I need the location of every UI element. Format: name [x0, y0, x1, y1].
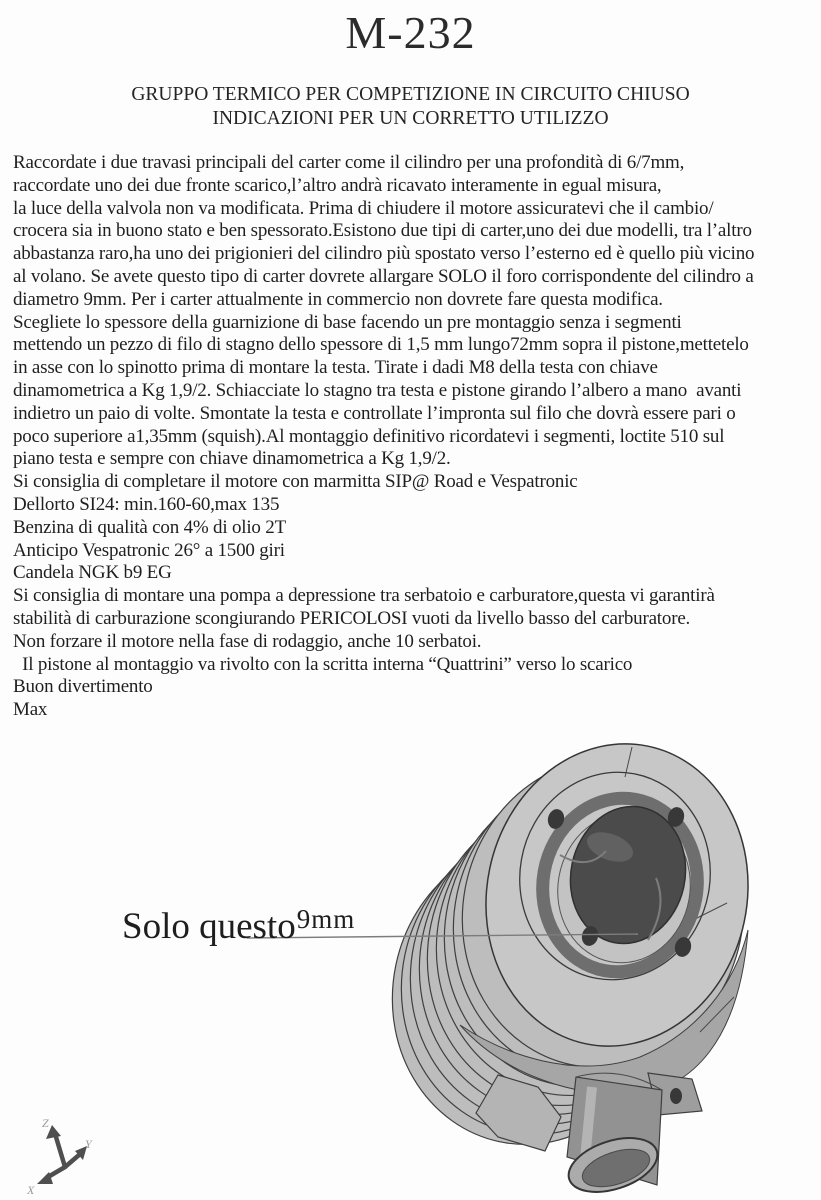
callout-value: 9mm [296, 904, 356, 934]
body-text-line: indietro un paio di volte. Smontate la testa e controllate l’impronta sul filo che dovrà essere pari o [13, 402, 736, 424]
body-text-line: al volano. Se avete questo tipo di carter dovrete allargare SOLO il foro corrispondente del cilindro a [13, 265, 754, 287]
x-axis-arrow [48, 1167, 65, 1177]
figure-callout [122, 905, 355, 948]
body-text-line: dinamometrica a Kg 1,9/2. Schiacciate lo stagno tra testa e pistone girando l’albero a mano avanti [13, 379, 742, 401]
body-text-line: Scegliete lo spessore della guarnizione di base facendo un pre montaggio senza i segmenti [13, 311, 682, 333]
body-text-line: Il pistone al montaggio va rivolto con la scritta interna “Quattrini” verso lo scarico [13, 653, 633, 675]
y-axis-arrow [65, 1155, 79, 1167]
body-text-line: Max [13, 699, 48, 721]
body-text-line: Non forzare il motore nella fase di rodaggio, anche 10 serbatoi. [13, 630, 482, 652]
z-axis-label: Z [42, 1116, 49, 1130]
technical-figure [0, 735, 821, 1200]
axis-triad-icon [26, 1116, 93, 1197]
flange-hole [670, 1088, 682, 1104]
body-text-line: Anticipo Vespatronic 26° a 1500 giri [13, 539, 285, 561]
body-text-line: crocera sia in buono stato e ben spessorato.Esistono due tipi di carter,uno dei due modelli, tra l’altro [13, 220, 752, 242]
subtitle-line-1: GRUPPO TERMICO PER COMPETIZIONE IN CIRCUITO CHIUSO [131, 84, 690, 105]
body-text-line: mettendo un pezzo di filo di stagno dello spessore di 1,5 mm lungo72mm sopra il pistone,mettetelo [13, 334, 749, 356]
body-text-line: stabilità di carburazione scongiurando PERICOLOSI vuoti da livello basso del carburatore. [13, 607, 691, 629]
body-text-line: in asse con lo spinotto prima di montare la testa. Tirate i dadi M8 della testa con chiave [13, 357, 658, 379]
body-text-line: Buon divertimento [13, 676, 153, 698]
body-text-line: Raccordate i due travasi principali del carter come il cilindro per una profondità di 6/7mm, [13, 152, 685, 173]
body-text-line: abbastanza raro,ha uno dei prigionieri del cilindro più spostato verso l’esterno ed è quello più vicino [13, 243, 755, 265]
body-text-line: Si consiglia di montare una pompa a depressione tra serbatoio e carburatore,questa vi garantirà [13, 585, 715, 607]
body-text-line: poco superiore a1,35mm (squish).Al montaggio definitivo ricordatevi i segmenti, loctite 510 sul [13, 425, 725, 447]
body-text-line: diametro 9mm. Per i carter attualmente in commercio non dovrete fare questa modifica. [13, 288, 663, 310]
page-title: M-232 [345, 7, 476, 58]
callout-label: Solo questo [122, 906, 296, 947]
cylinder-3d-render [364, 735, 775, 1200]
body-text [13, 152, 813, 722]
subtitle-line-2: INDICAZIONI PER UN CORRETTO UTILIZZO [212, 108, 609, 129]
body-text-line: Candela NGK b9 EG [13, 562, 172, 584]
body-text-line: Si consiglia di completare il motore con marmitta SIP@ Road e Vespatronic [13, 471, 578, 493]
body-text-line: Dellorto SI24: min.160-60,max 135 [13, 493, 280, 515]
body-text-line: la luce della valvola non va modificata. Prima di chiudere il motore assicuratevi che il cambio/ [13, 197, 714, 219]
body-text-line: Benzina di qualità con 4% di olio 2T [13, 516, 286, 538]
y-axis-label: Y [85, 1137, 92, 1151]
body-text-line: raccordate uno dei due fronte scarico,l’altro andrà ricavato interamente in egual misura, [13, 174, 662, 196]
body-text-line: piano testa e sempre con chiave dinamometrica a Kg 1,9/2. [13, 448, 451, 470]
z-axis-arrow [56, 1137, 65, 1167]
x-axis-label: X [27, 1183, 35, 1197]
